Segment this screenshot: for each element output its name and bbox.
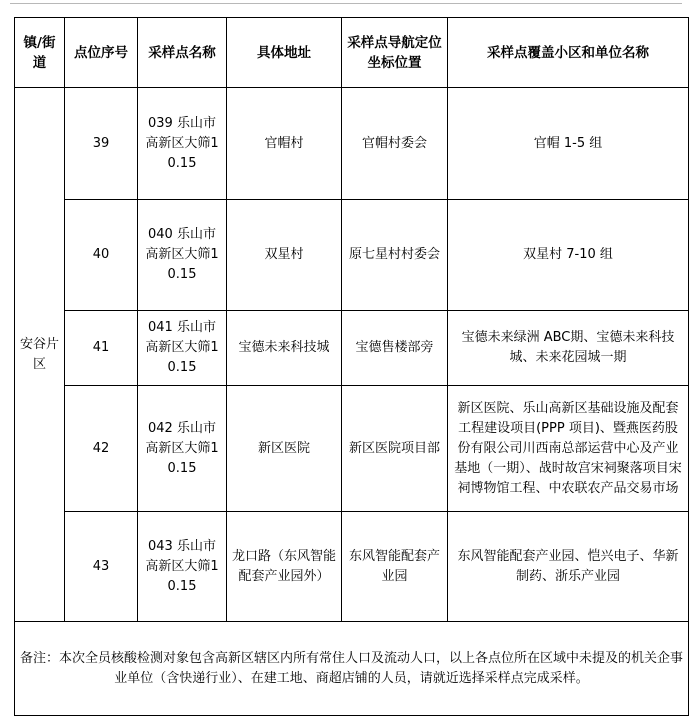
- address-cell: 龙口路（东风智能配套产业园外）: [227, 512, 342, 622]
- nav-cell: 原七星村村委会: [342, 200, 448, 311]
- header-name: 采样点名称: [138, 18, 227, 88]
- table-row: [15, 311, 689, 386]
- name-cell: 040 乐山市高新区大筛10.15: [138, 200, 227, 311]
- coverage-cell: 东风智能配套产业园、恺兴电子、华新制药、浙乐产业园: [448, 512, 689, 622]
- address-cell: 官帽村: [227, 88, 342, 200]
- district-cell: 安谷片区: [15, 88, 65, 622]
- nav-cell: 官帽村委会: [342, 88, 448, 200]
- coverage-cell: 官帽 1-5 组: [448, 88, 689, 200]
- name-cell: 043 乐山市高新区大筛10.15: [138, 512, 227, 622]
- seq-cell: 42: [65, 386, 138, 512]
- coverage-cell: 新区医院、乐山高新区基础设施及配套工程建设项目(PPP 项目)、暨燕医药股份有限公司川西南总部运营中心及产业基地（一期）、战时故宫宋祠聚落项目宋祠博物馆工程、中农联农产品交易市场: [448, 386, 689, 512]
- seq-cell: 40: [65, 200, 138, 311]
- coverage-cell: 双星村 7-10 组: [448, 200, 689, 311]
- address-cell: 宝德未来科技城: [227, 311, 342, 386]
- header-row: [15, 18, 689, 88]
- address-cell: 双星村: [227, 200, 342, 311]
- table-row: [15, 200, 689, 311]
- nav-cell: 新区医院项目部: [342, 386, 448, 512]
- note-row: [15, 622, 689, 716]
- table-row: [15, 386, 689, 512]
- header-seq: 点位序号: [65, 18, 138, 88]
- nav-cell: 宝德售楼部旁: [342, 311, 448, 386]
- header-coverage: 采样点覆盖小区和单位名称: [448, 18, 689, 88]
- header-address: 具体地址: [227, 18, 342, 88]
- address-cell: 新区医院: [227, 386, 342, 512]
- header-town: 镇/街道: [15, 18, 65, 88]
- seq-cell: 41: [65, 311, 138, 386]
- seq-cell: 39: [65, 88, 138, 200]
- table-row: [15, 88, 689, 200]
- table-row: [15, 512, 689, 622]
- coverage-cell: 宝德未来绿洲 ABC期、宝德未来科技城、未来花园城一期: [448, 311, 689, 386]
- seq-cell: 43: [65, 512, 138, 622]
- note-text: 备注：本次全员核酸检测对象包含高新区辖区内所有常住人口及流动人口，以上各点位所在区域中未提及的机关企事业单位（含快递行业）、在建工地、商超店铺的人员，请就近选择采样点完成采样。: [15, 622, 689, 716]
- name-cell: 042 乐山市高新区大筛10.15: [138, 386, 227, 512]
- top-rule: [10, 3, 682, 4]
- name-cell: 039 乐山市高新区大筛10.15: [138, 88, 227, 200]
- nav-cell: 东风智能配套产业园: [342, 512, 448, 622]
- name-cell: 041 乐山市高新区大筛10.15: [138, 311, 227, 386]
- sampling-points-table: [14, 17, 689, 716]
- header-nav: 采样点导航定位坐标位置: [342, 18, 448, 88]
